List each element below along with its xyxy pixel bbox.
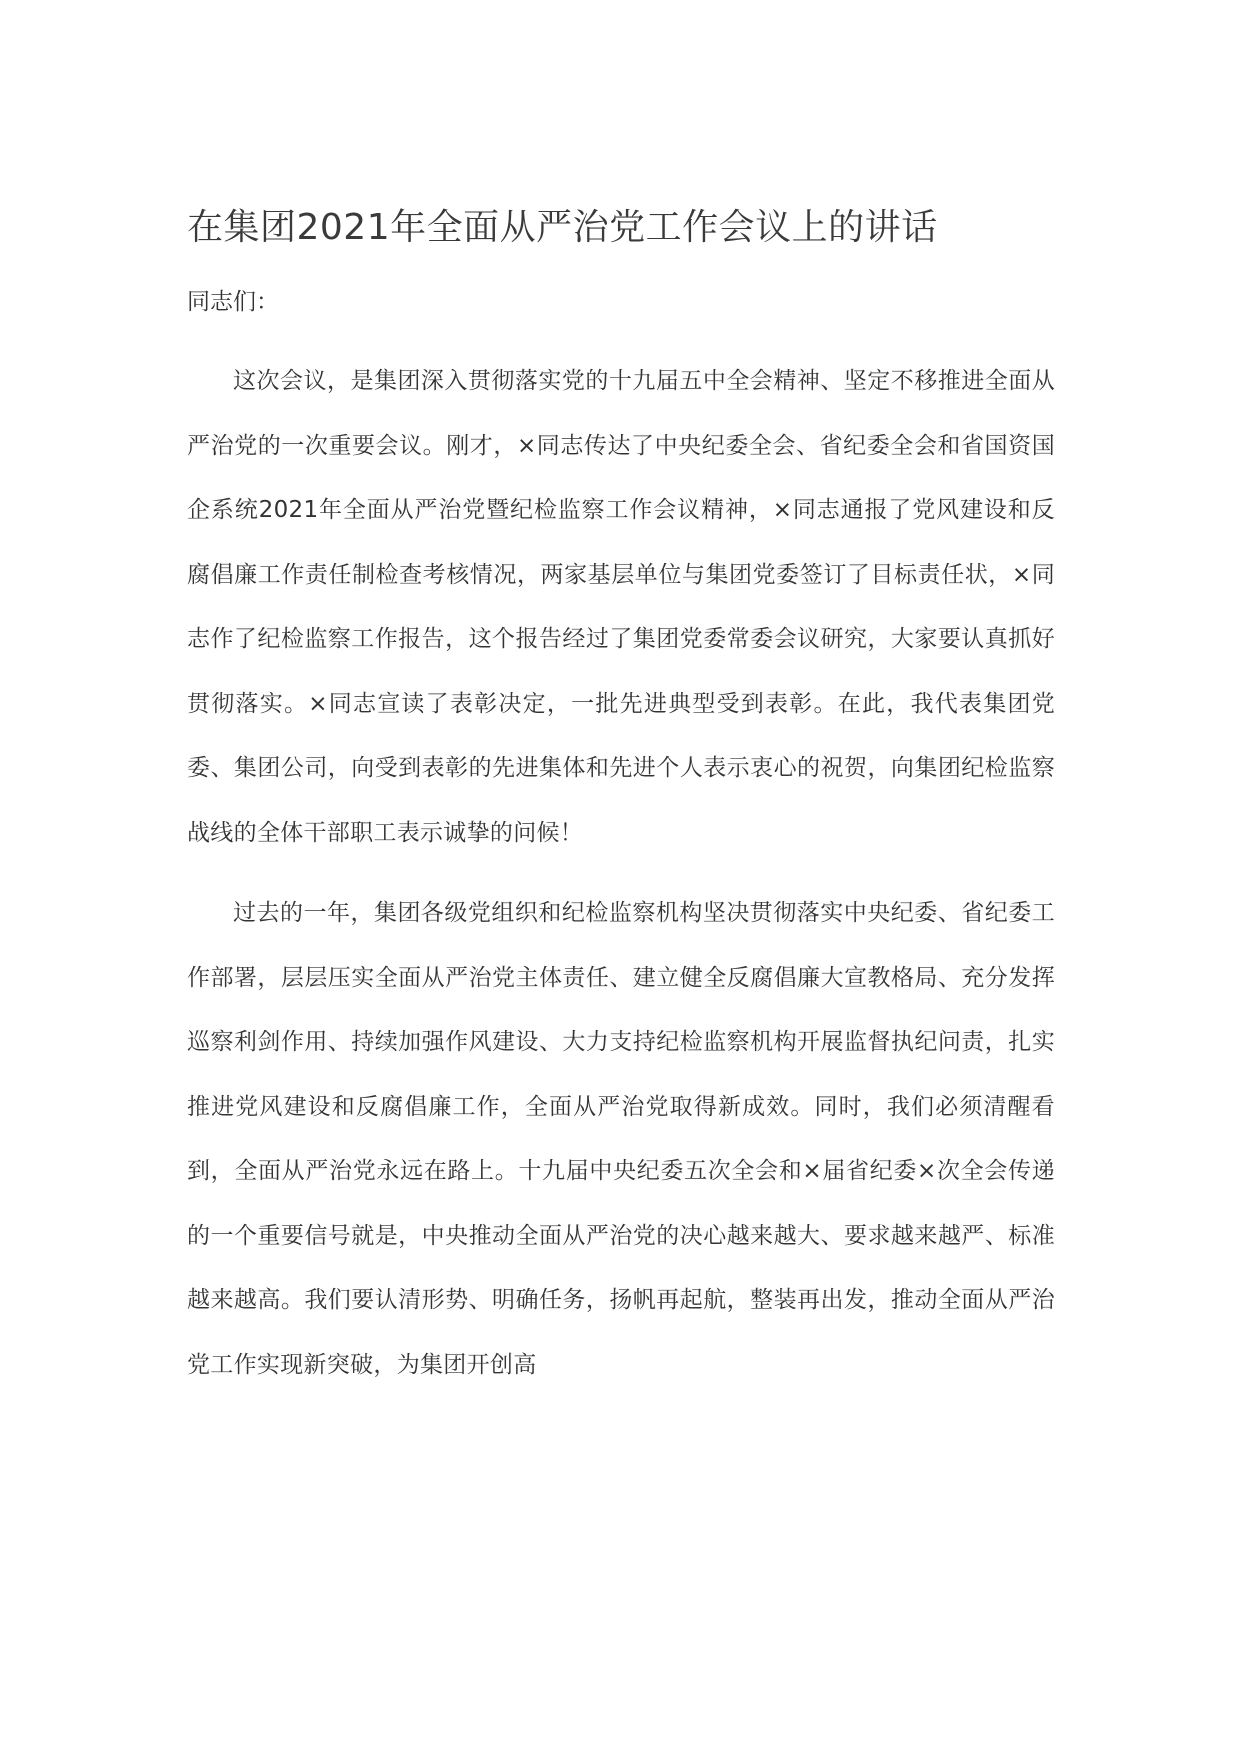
document-title: 在集团2021年全面从严治党工作会议上的讲话 bbox=[187, 207, 938, 248]
paragraph-meeting-summary: 这次会议，是集团深入贯彻落实党的十九届五中全会精神、坚定不移推进全面从严治党的一次重要会议。刚才，×同志传达了中央纪委全会、省纪委全会和省国资国企系统2021年全面从严治党暨纪检监察工作会议精神，×同志通报了党风建设和反腐倡廉工作责任制检查考核情况，两家基层单位与集团党委签订了目标责任状，×同志作了纪检监察工作报告，这个报告经过了集团党委常委会议研究，大家要认真抓好贯彻落实。×同志宣读了表彰决定，一批先进典型受到表彰。在此，我代表集团党委、集团公司，向受到表彰的先进集体和先进个人表示衷心的祝贺，向集团纪检监察战线的全体干部职工表示诚挚的问候！ bbox=[187, 368, 1055, 846]
salutation: 同志们： bbox=[187, 289, 279, 315]
document-body bbox=[187, 200, 1055, 1397]
paragraph-past-year-review: 过去的一年，集团各级党组织和纪检监察机构坚决贯彻落实中央纪委、省纪委工作部署，层层压实全面从严治党主体责任、建立健全反腐倡廉大宣教格局、充分发挥巡察利剑作用、持续加强作风建设、大力支持纪检监察机构开展监督执纪问责，扎实推进党风建设和反腐倡廉工作，全面从严治党取得新成效。同时，我们必须清醒看到，全面从严治党永远在路上。十九届中央纪委五次全会和×届省纪委×次全会传递的一个重要信号就是，中央推动全面从严治党的决心越来越大、要求越来越严、标准越来越高。我们要认清形势、明确任务，扬帆再起航，整装再出发，推动全面从严治党工作实现新突破，为集团开创高 bbox=[187, 900, 1055, 1378]
